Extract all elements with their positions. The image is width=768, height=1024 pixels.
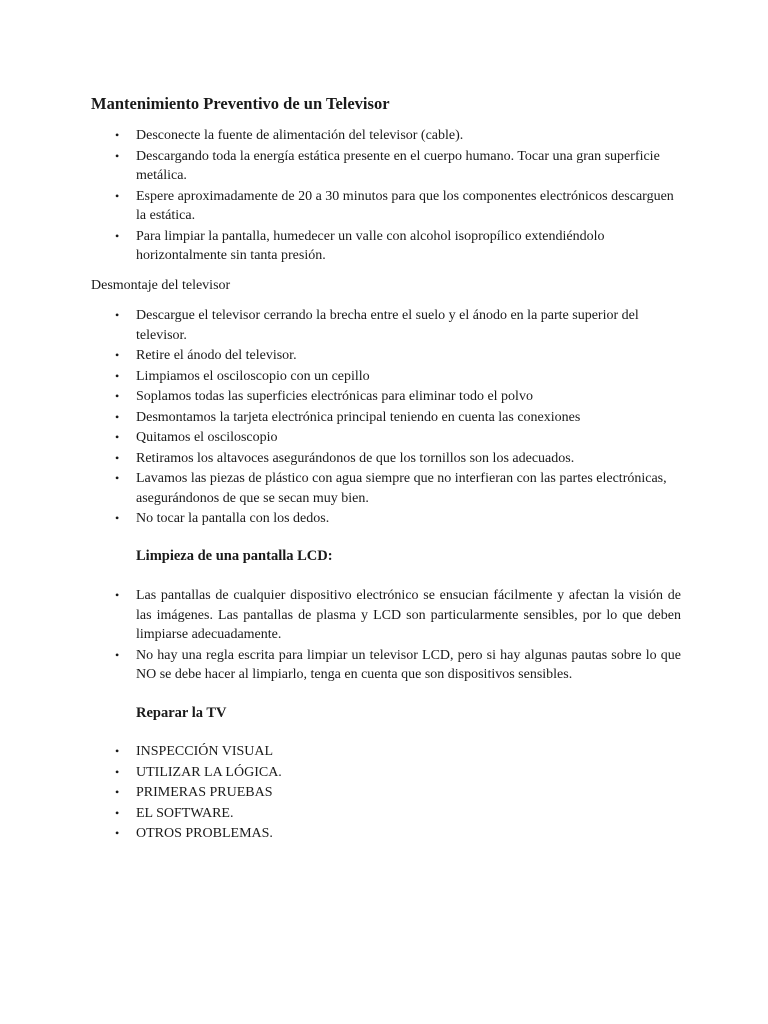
list-item-text: Soplamos todas las superficies electrónicas para eliminar todo el polvo [136,389,533,404]
disassembly-list [91,306,681,530]
list-item-text: Lavamos las piezas de plástico con agua siempre que no interfieran con las partes electrónicas, asegurándonos de que se secan muy bien. [136,471,667,506]
bullet-icon: • [115,430,120,444]
bullet-icon: • [115,188,120,203]
bullet-icon: • [115,588,120,602]
repair-tv-heading: Reparar la TV [136,705,227,721]
list-item-text: PRIMERAS PRUEBAS [136,785,273,800]
list-item [91,126,681,146]
lcd-cleaning-heading: Limpieza de una pantalla LCD: [136,548,333,564]
bullet-icon: • [115,389,120,403]
list-item-text: Limpiamos el osciloscopio con un cepillo [136,368,370,384]
list-item [91,742,681,762]
list-item-text: No hay una regla escrita para limpiar un televisor LCD, pero si hay algunas pautas sobre lo que NO se debe hacer al limpiarlo, tenga en cuenta que son dispositivos sensibles. [136,647,681,682]
bullet-icon: • [115,348,120,362]
list-item [91,586,681,645]
bullet-icon: • [115,785,120,799]
preventive-list [91,126,681,267]
list-item-text: Espere aproximadamente de 20 a 30 minutos para que los componentes electrónicos descarguen la estática. [136,188,674,223]
list-item-text: UTILIZAR LA LÓGICA. [136,764,282,780]
bullet-icon: • [115,805,120,820]
list-item-text: Retire el ánodo del televisor. [136,348,297,363]
list-item-text: No tocar la pantalla con los dedos. [136,511,330,526]
list-item-text: Descargando toda la energía estática presente en el cuerpo humano. Tocar una gran superficie metálica. [136,148,660,183]
list-item [91,646,681,685]
list-item [91,367,681,387]
document-title: Mantenimiento Preventivo de un Televisor [91,94,390,113]
repair-steps-list [91,742,681,845]
bullet-icon: • [115,744,120,758]
list-item-text: Desmontamos la tarjeta electrónica principal teniendo en cuenta las conexiones [136,409,581,425]
list-item [91,449,681,469]
list-item-text: Descargue el televisor cerrando la brecha entre el suelo y el ánodo en la parte superior del televisor. [136,308,639,343]
bullet-icon: • [115,450,120,465]
list-item-text: Quitamos el osciloscopio [136,430,278,445]
bullet-icon: • [115,826,120,840]
bullet-icon: • [115,308,120,322]
list-item [91,227,681,266]
list-item [91,763,681,783]
list-item [91,387,681,407]
bullet-icon: • [115,647,120,662]
disassembly-heading: Desmontaje del televisor [91,278,231,293]
bullet-icon: • [115,368,120,383]
bullet-icon: • [115,228,120,243]
list-item [91,147,681,186]
bullet-icon: • [115,764,120,779]
list-item-text: EL SOFTWARE. [136,805,234,821]
list-item-text: Las pantallas de cualquier dispositivo electrónico se ensucian fácilmente y afectan la visión de las imágenes. Las pantallas de plasma y LCD son particularmente sensibles, por lo que deben limpiarse adecuadamente. [136,588,681,642]
list-item [91,804,681,824]
bullet-icon: • [115,409,120,424]
list-item [91,428,681,448]
list-item [91,187,681,226]
list-item [91,509,681,529]
bullet-icon: • [115,471,120,485]
list-item-text: INSPECCIÓN VISUAL [136,744,274,759]
list-item [91,408,681,428]
list-item-text: Para limpiar la pantalla, humedecer un valle con alcohol isopropílico extendiéndolo horizontalmente sin tanta presión. [136,228,605,263]
bullet-icon: • [115,128,120,142]
list-item [91,783,681,803]
bullet-icon: • [115,148,120,163]
list-item [91,306,681,345]
list-item-text: OTROS PROBLEMAS. [136,826,273,841]
lcd-cleaning-list [91,586,681,686]
list-item [91,346,681,366]
bullet-icon: • [115,511,120,525]
list-item [91,824,681,844]
list-item-text: Retiramos los altavoces asegurándonos de que los tornillos son los adecuados. [136,450,575,466]
list-item [91,469,681,508]
list-item-text: Desconecte la fuente de alimentación del televisor (cable). [136,128,464,143]
